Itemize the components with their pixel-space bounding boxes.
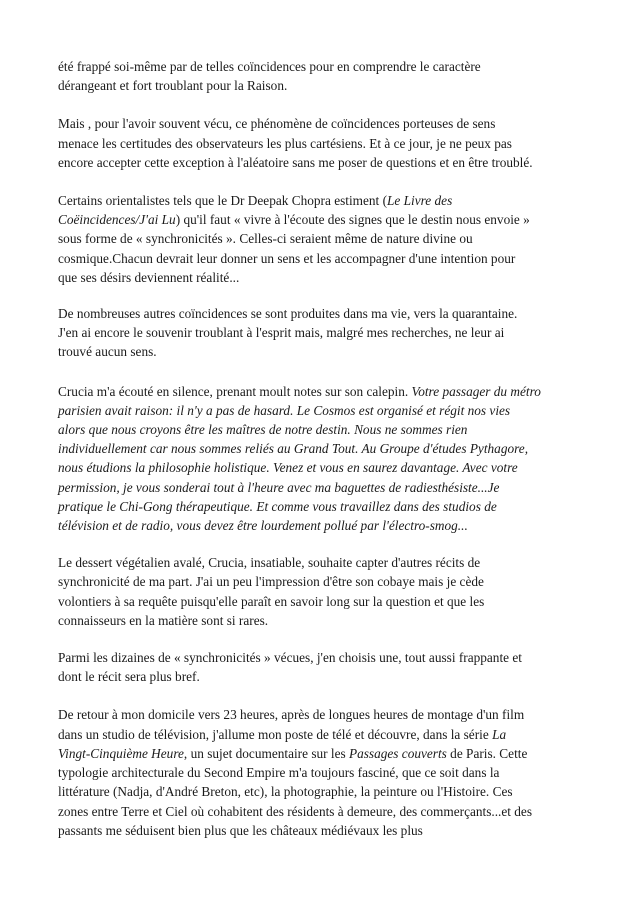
text-run: synchronicité de ma part. J'ai un peu l'impression d'être son cobaye mais je cède: [58, 574, 484, 590]
text-line: [58, 114, 582, 133]
text-run: menace les certitudes des observateurs les plus cartésiens. Et à ce jour, je ne peux pas: [58, 135, 512, 151]
italic-text: Votre passager du métro: [411, 383, 541, 399]
text-run: Parmi les dizaines de « synchronicités » vécues, j'en choisis une, tout aussi frappante et: [58, 650, 522, 666]
paragraph: [58, 191, 582, 287]
text-line: [58, 401, 582, 420]
text-run: typologie architecturale du Second Empire m'a toujours fasciné, que ce soit dans la: [58, 765, 500, 781]
text-line: [58, 611, 582, 630]
italic-text: individuellement car nous sommes reliés au Grand Tout. Au Groupe d'études Pythagore,: [58, 441, 529, 457]
text-run: trouvé aucun sens.: [58, 344, 157, 360]
italic-text: La: [492, 726, 507, 742]
text-run: Mais , pour l'avoir souvent vécu, ce phénomène de coïncidences porteuses de sens: [58, 116, 496, 132]
text-line: [58, 648, 582, 667]
text-line: [58, 516, 582, 535]
text-line: [58, 763, 582, 782]
text-run: De retour à mon domicile vers 23 heures, après de longues heures de montage d'un film: [58, 707, 525, 723]
italic-text: pratique le Chi-Gong thérapeutique. Et comme vous travaillez dans des studios de: [58, 498, 497, 514]
paragraph: [58, 382, 582, 536]
text-line: [58, 725, 582, 744]
text-line: [58, 821, 582, 840]
text-line: [58, 57, 582, 76]
text-run: dont le récit sera plus bref.: [58, 669, 200, 685]
paragraph: [58, 648, 582, 686]
text-line: [58, 342, 582, 361]
text-line: [58, 553, 582, 572]
text-run: volontiers à sa requête puisqu'elle paraît en savoir long sur la question et que les: [58, 593, 485, 609]
text-line: [58, 420, 582, 439]
italic-text: permission, je vous sonderai tout à l'heure avec ma baguettes de radiesthésiste...Je: [58, 479, 500, 495]
italic-text: télévision et de radio, vous devez être lourdement pollué par l'électro-smog...: [58, 518, 468, 534]
text-run: passants me séduisent bien plus que les châteaux médiévaux les plus: [58, 822, 423, 838]
paragraph: [58, 57, 582, 95]
text-line: [58, 802, 582, 821]
text-line: [58, 323, 582, 342]
text-line: [58, 304, 582, 323]
text-run: été frappé soi-même par de telles coïncidences pour en comprendre le caractère: [58, 59, 481, 74]
text-run: de Paris. Cette: [446, 745, 528, 761]
text-run: Crucia m'a écouté en silence, prenant moult notes sur son calepin.: [58, 383, 412, 399]
paragraph: [58, 304, 582, 362]
text-run: littérature (Nadja, d'André Breton, etc), la photographie, la peinture ou l'Histoire. Ces: [58, 784, 513, 800]
text-run: De nombreuses autres coïncidences se sont produites dans ma vie, vers la quarantaine.: [58, 306, 518, 322]
paragraph: [58, 705, 582, 839]
text-line: [58, 478, 582, 497]
italic-text: alors que nous croyons être les maîtres de notre destin. Nous ne sommes rien: [58, 422, 468, 438]
text-line: [58, 592, 582, 611]
italic-text: Le Livre des: [387, 193, 453, 209]
text-line: [58, 782, 582, 801]
text-line: [58, 667, 582, 686]
text-run: Certains orientalistes tels que le Dr Deepak Chopra estiment (: [58, 193, 388, 209]
text-run: connaisseurs en la matière sont si rares.: [58, 612, 269, 628]
text-line: [58, 76, 582, 95]
text-line: [58, 705, 582, 724]
text-run: J'en ai encore le souvenir troublant à l'esprit mais, malgré mes recherches, ne leur ai: [58, 325, 505, 341]
text-run: , un sujet documentaire sur les: [183, 745, 349, 761]
text-run: ) qu'il faut « vivre à l'écoute des signes que le destin nous envoie »: [175, 212, 530, 228]
text-run: dérangeant et fort troublant pour la Raison.: [58, 78, 288, 94]
text-line: [58, 497, 582, 516]
paragraph: [58, 114, 582, 172]
text-line: [58, 572, 582, 591]
italic-text: nous étudions la philosophie holistique. Venez et vous en saurez davantage. Avec votre: [58, 460, 518, 476]
text-run: sous forme de « synchronicités ». Celles-ci seraient même de nature divine ou: [58, 231, 473, 247]
text-run: dans un studio de télévision, j'allume mon poste de télé et découvre, dans la série: [58, 726, 493, 742]
text-run: encore accepter cette exception à l'aléatoire sans me poser de questions et en être troublé.: [58, 154, 533, 170]
text-line: [58, 744, 582, 763]
text-line: [58, 191, 582, 210]
text-line: [58, 439, 582, 458]
text-line: [58, 210, 582, 229]
text-line: [58, 153, 582, 172]
text-line: [58, 382, 582, 401]
text-line: [58, 229, 582, 248]
document-page: [58, 57, 582, 840]
italic-text: Coëincidences/J'ai Lu: [58, 212, 176, 228]
italic-text: parisien avait raison: il n'y a pas de hasard. Le Cosmos est organisé et régit nos vies: [58, 402, 511, 418]
italic-text: Vingt-Cinquième Heure: [58, 745, 184, 761]
italic-text: Passages couverts: [348, 745, 447, 761]
text-run: zones entre Terre et Ciel où cohabitent des résidents à demeure, des commerçants...et des: [58, 803, 533, 819]
text-line: [58, 268, 582, 287]
text-run: cosmique.Chacun devrait leur donner un sens et les accompagner d'une intention pour: [58, 250, 516, 266]
text-run: que ses désirs deviennent réalité...: [58, 269, 240, 285]
text-line: [58, 249, 582, 268]
text-line: [58, 134, 582, 153]
text-run: Le dessert végétalien avalé, Crucia, insatiable, souhaite capter d'autres récits de: [58, 555, 481, 571]
text-line: [58, 458, 582, 477]
paragraph: [58, 553, 582, 630]
